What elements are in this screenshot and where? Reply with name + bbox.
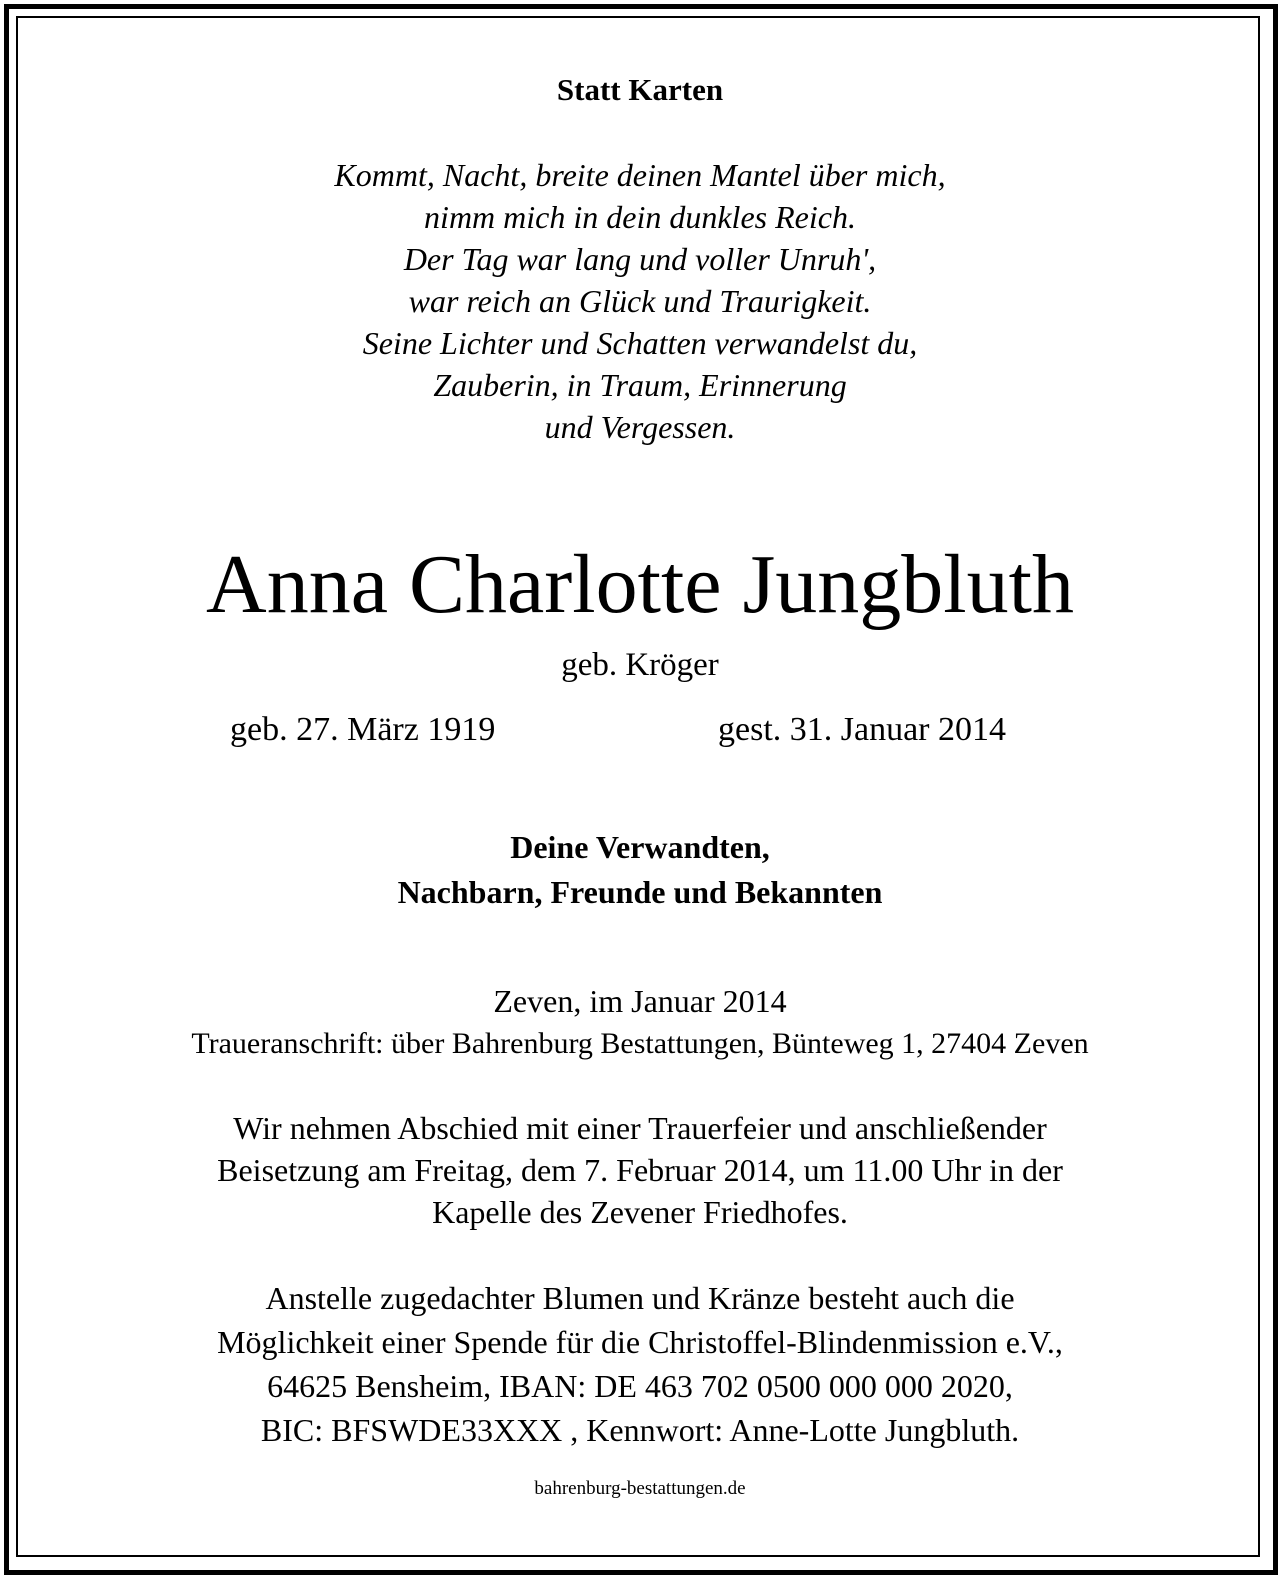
birth-date: geb. 27. März 1919	[230, 711, 496, 748]
funeral-line: Wir nehmen Abschied mit einer Trauerfeier und anschließender	[233, 1110, 1047, 1146]
donation-line: 64625 Bensheim, IBAN: DE 463 702 0500 000 000 2020,	[267, 1368, 1013, 1404]
poem-line: war reich an Glück und Traurigkeit.	[408, 283, 872, 319]
mourners-line: Deine Verwandten,	[510, 829, 770, 865]
footer-website: bahrenburg-bestattungen.de	[534, 1478, 746, 1499]
funeral-line: Beisetzung am Freitag, dem 7. Februar 2014, um 11.00 Uhr in der	[217, 1152, 1063, 1188]
donation-line: Möglichkeit einer Spende für die Christoffel-Blindenmission e.V.,	[217, 1324, 1063, 1360]
donation-info	[0, 1276, 1280, 1452]
funeral-line: Kapelle des Zevener Friedhofes.	[432, 1194, 848, 1230]
deceased-name: Anna Charlotte Jungbluth	[206, 538, 1074, 631]
poem-line: Der Tag war lang und voller Unruh',	[403, 241, 877, 277]
maiden-name: geb. Kröger	[561, 647, 719, 683]
donation-line: BIC: BFSWDE33XXX , Kennwort: Anne-Lotte Jungbluth.	[260, 1412, 1020, 1448]
donation-line: Anstelle zugedachter Blumen und Kränze besteht auch die	[265, 1280, 1015, 1316]
poem-line: Kommt, Nacht, breite deinen Mantel über mich,	[334, 157, 946, 193]
funeral-info	[0, 1107, 1280, 1233]
place-date: Zeven, im Januar 2014	[493, 983, 787, 1019]
notice-heading: Statt Karten	[556, 72, 724, 107]
poem-line: nimm mich in dein dunkles Reich.	[424, 199, 856, 235]
poem	[0, 154, 1280, 448]
poem-line: Zauberin, in Traum, Erinnerung	[433, 367, 847, 403]
mourning-address: Traueranschrift: über Bahrenburg Bestattungen, Bünteweg 1, 27404 Zeven	[191, 1027, 1089, 1060]
mourners-line: Nachbarn, Freunde und Bekannten	[397, 874, 883, 910]
poem-line: und Vergessen.	[544, 409, 736, 445]
poem-line: Seine Lichter und Schatten verwandelst du,	[362, 325, 918, 361]
death-date: gest. 31. Januar 2014	[718, 711, 1007, 748]
mourners	[0, 825, 1280, 915]
